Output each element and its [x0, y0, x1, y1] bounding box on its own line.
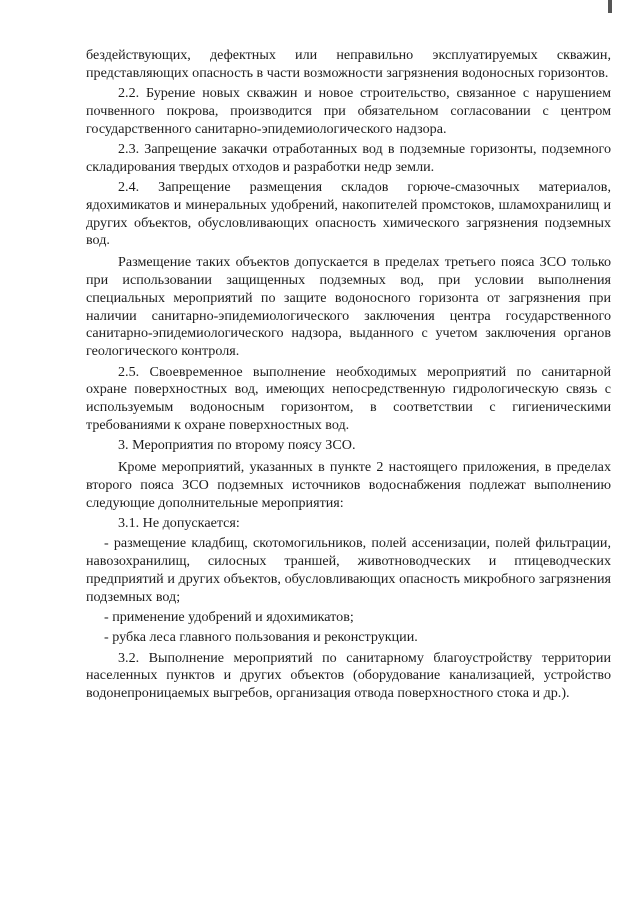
list-item-fertilizers: - применение удобрений и ядохимикатов; — [104, 608, 354, 625]
list-item-cemeteries: - размещение кладбищ, скотомогильников, полей ассенизации, полей фильтрации, навозохранилищ, силосных траншей, животноводческих и птицеводческих предприятий и других объектов, обусловливающих опасность микробного загрязнения подземных вод; — [86, 535, 611, 605]
list-item-logging: - рубка леса главного пользования и реконструкции. — [104, 629, 418, 646]
document-page — [86, 47, 611, 705]
paragraph-section-3-intro: Кроме мероприятий, указанных в пункте 2 настоящего приложения, в пределах второго пояса ЗСО подземных источников водоснабжения подлежат выполнению следующие дополнительные мероприятия: — [86, 459, 611, 511]
paragraph-2-4: 2.4. Запрещение размещения складов горюче-смазочных материалов, ядохимикатов и минеральных удобрений, накопителей промстоков, шламохранилищ и других объектов, обусловливающих опасность химического загрязнения подземных вод. — [86, 179, 611, 249]
paragraph-2-3: 2.3. Запрещение закачки отработанных вод в подземные горизонты, подземного складирования твердых отходов и разработки недр земли. — [86, 140, 611, 175]
scan-edge-mark — [608, 0, 612, 13]
paragraph-2-5: 2.5. Своевременное выполнение необходимых мероприятий по санитарной охране поверхностных вод, имеющих непосредственную гидрологическую связь с используемым водоносным горизонтом, в соответствии с гигиеническими требованиями к охране поверхностных вод. — [86, 363, 611, 433]
paragraph-2-2: 2.2. Бурение новых скважин и новое строительство, связанное с нарушением почвенного покрова, производится при обязательном согласовании с центром государственного санитарно-эпидемиологического надзора. — [86, 85, 611, 137]
paragraph-3-2: 3.2. Выполнение мероприятий по санитарному благоустройству территории населенных пунктов и других объектов (оборудование канализацией, устройство водонепроницаемых выгребов, организация отвода поверхностного стока и др.). — [86, 649, 611, 702]
section-3-heading: 3. Мероприятия по второму поясу ЗСО. — [118, 437, 356, 454]
paragraph-placement: Размещение таких объектов допускается в пределах третьего пояса ЗСО только при использовании защищенных подземных вод, при условии выполнения специальных мероприятий по защите водоносного горизонта от загрязнения при наличии санитарно-эпидемиологического заключения центра государственного санитарно-эпидемиологического надзора, выданного с учетом заключения органов геологического контроля. — [86, 254, 611, 360]
paragraph-3-1: 3.1. Не допускается: — [118, 514, 240, 531]
paragraph-1: бездействующих, дефектных или неправильно эксплуатируемых скважин, представляющих опасность в части возможности загрязнения водоносных горизонтов. — [86, 47, 611, 81]
